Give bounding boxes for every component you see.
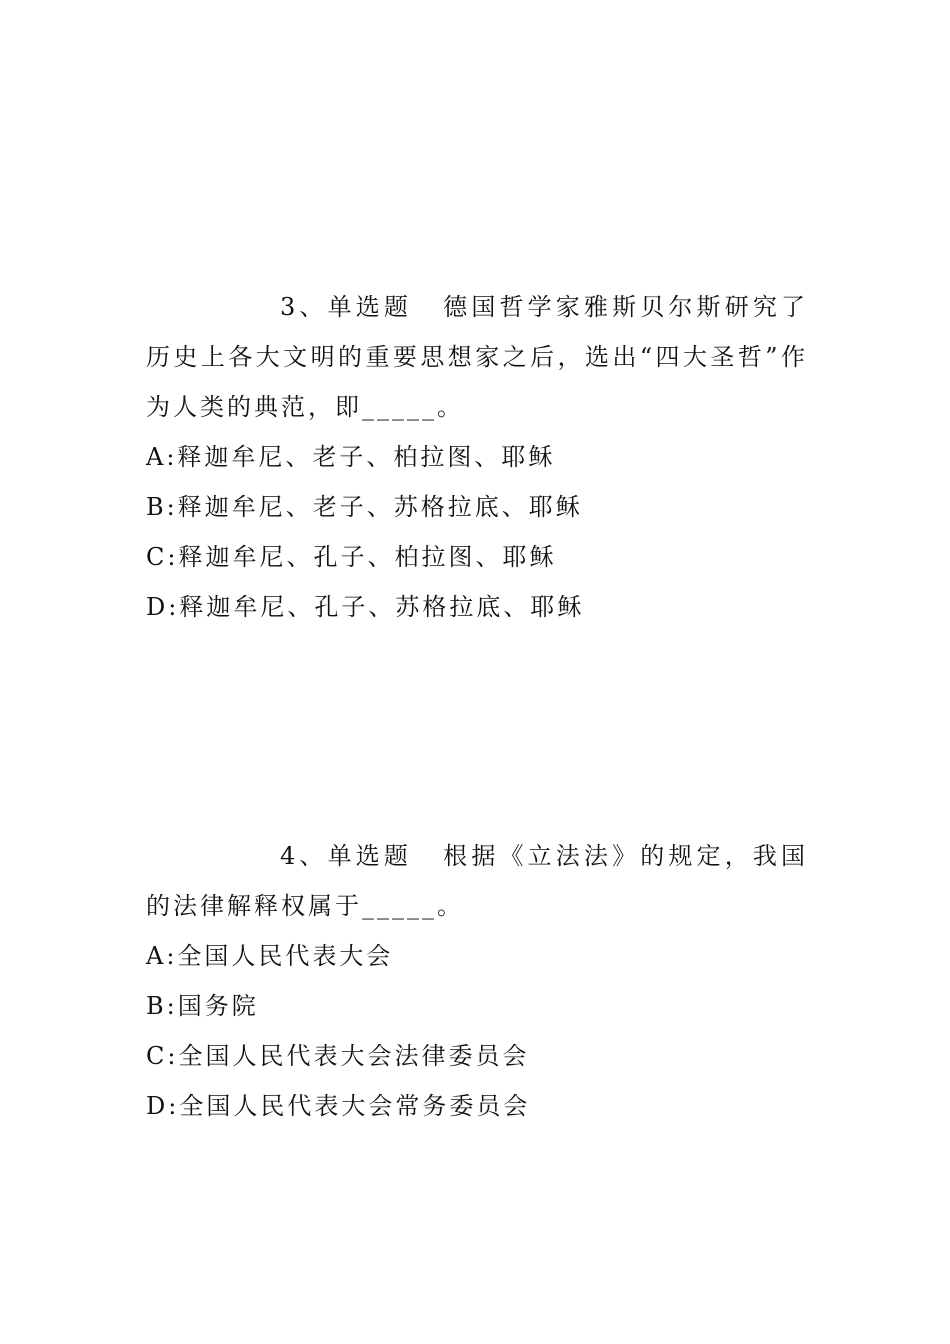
- option-letter: B:: [146, 493, 178, 521]
- option-letter: A:: [146, 942, 178, 970]
- option-letter: C:: [146, 543, 179, 571]
- option-letter: A:: [146, 443, 178, 471]
- option-text: 全国人民代表大会法律委员会: [178, 1042, 530, 1070]
- option-b: [146, 981, 808, 1031]
- option-c: [146, 532, 808, 582]
- option-list: [146, 931, 808, 1131]
- question-3: [146, 282, 808, 632]
- question-stem: [146, 282, 808, 432]
- question-type: 单选题: [327, 842, 413, 870]
- option-text: 国务院: [177, 992, 259, 1020]
- question-text: 根据《立法法》的规定，我国的法律解释权属于_____。: [146, 842, 808, 920]
- question-number: 4、: [280, 842, 328, 870]
- question-stem: [146, 831, 808, 931]
- question-number: 3、: [280, 293, 328, 321]
- option-c: [146, 1031, 808, 1081]
- option-list: [146, 432, 808, 632]
- option-letter: B:: [146, 992, 178, 1020]
- question-text: 德国哲学家雅斯贝尔斯研究了历史上各大文明的重要思想家之后，选出“四大圣哲”作为人类的典范，即_____。: [146, 293, 808, 421]
- option-text: 全国人民代表大会: [177, 942, 394, 970]
- option-a: [146, 931, 808, 981]
- option-text: 释迦牟尼、老子、苏格拉底、耶稣: [177, 493, 583, 521]
- option-d: [146, 1081, 808, 1131]
- option-letter: D:: [146, 593, 180, 621]
- option-b: [146, 482, 808, 532]
- option-text: 释迦牟尼、孔子、苏格拉底、耶稣: [179, 593, 585, 621]
- option-letter: C:: [146, 1042, 179, 1070]
- option-text: 释迦牟尼、孔子、柏拉图、耶稣: [178, 543, 557, 571]
- option-text: 全国人民代表大会常务委员会: [179, 1092, 531, 1120]
- question-type: 单选题: [327, 293, 413, 321]
- option-text: 释迦牟尼、老子、柏拉图、耶稣: [177, 443, 556, 471]
- option-letter: D:: [146, 1092, 180, 1120]
- option-d: [146, 582, 808, 632]
- question-4: [146, 831, 808, 1131]
- option-a: [146, 432, 808, 482]
